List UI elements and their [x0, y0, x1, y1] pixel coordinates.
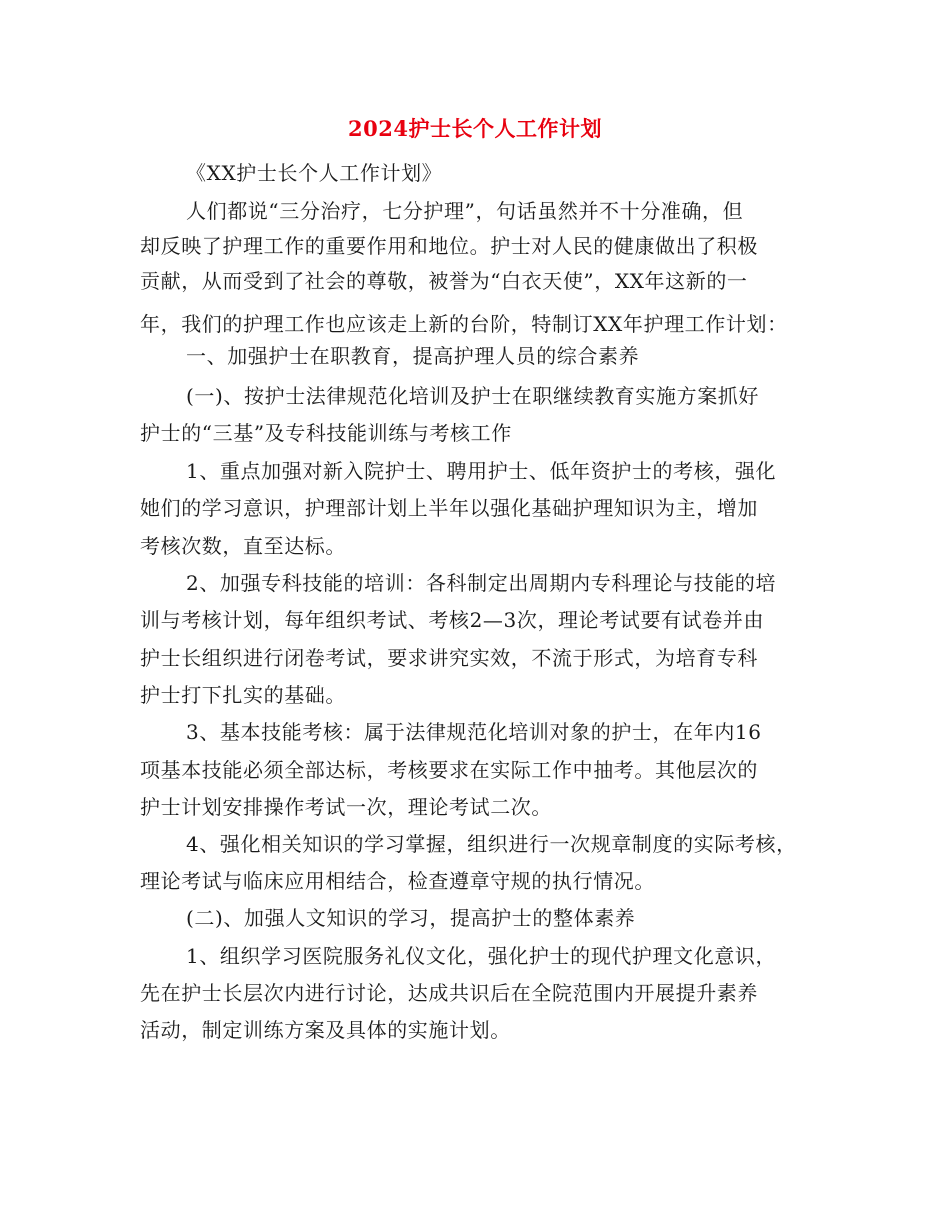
paragraph-line: 却反映了护理工作的重要作用和地位。护士对人民的健康做出了积极	[140, 234, 758, 258]
paragraph-line: 理论考试与临床应用相结合，检查遵章守规的执行情况。	[140, 869, 655, 893]
subtitle-line: 《XX护士长个人工作计划》	[186, 161, 443, 185]
paragraph-line: 人们都说“三分治疗，七分护理”，句话虽然并不十分准确，但	[186, 199, 744, 223]
document-title: 2024护士长个人工作计划	[348, 116, 602, 141]
paragraph-line: 考核次数，直至达标。	[140, 534, 346, 558]
paragraph-line: 训与考核计划，每年组织考试、考核2—3次，理论考试要有试卷并由	[140, 608, 765, 632]
paragraph-line: 护士的“三基”及专科技能训练与考核工作	[140, 421, 512, 445]
paragraph-line: 4、强化相关知识的学习掌握，组织进行一次规章制度的实际考核，	[186, 832, 797, 856]
section-heading: 一、加强护士在职教育，提高护理人员的综合素养	[186, 344, 640, 368]
paragraph-line: 3、基本技能考核：属于法律规范化培训对象的护士，在年内16	[186, 720, 762, 744]
subsection-heading: (二)、加强人文知识的学习，提高护士的整体素养	[186, 906, 636, 930]
paragraph-line: 她们的学习意识，护理部计划上半年以强化基础护理知识为主，增加	[140, 496, 758, 520]
paragraph-line: 年，我们的护理工作也应该走上新的台阶，特制订XX年护理工作计划：	[140, 312, 788, 336]
paragraph-line: 活动，制定训练方案及具体的实施计划。	[140, 1018, 511, 1042]
paragraph-line: 护士计划安排操作考试一次，理论考试二次。	[140, 795, 552, 819]
paragraph-line: 贡献，从而受到了社会的尊敬，被誉为“白衣天使”，XX年这新的一	[140, 269, 748, 293]
paragraph-line: 护士长组织进行闭卷考试，要求讲究实效，不流于形式，为培育专科	[140, 646, 758, 670]
paragraph-line: 1、组织学习医院服务礼仪文化，强化护士的现代护理文化意识，	[186, 944, 777, 968]
subsection-heading: (一)、按护士法律规范化培训及护士在职继续教育实施方案抓好	[186, 384, 760, 408]
paragraph-line: 护士打下扎实的基础。	[140, 683, 346, 707]
paragraph-line: 2、加强专科技能的培训：各科制定出周期内专科理论与技能的培	[186, 571, 777, 595]
paragraph-line: 先在护士长层次内进行讨论，达成共识后在全院范围内开展提升素养	[140, 981, 758, 1005]
paragraph-line: 项基本技能必须全部达标，考核要求在实际工作中抽考。其他层次的	[140, 758, 758, 782]
paragraph-line: 1、重点加强对新入院护士、聘用护士、低年资护士的考核，强化	[186, 459, 777, 483]
